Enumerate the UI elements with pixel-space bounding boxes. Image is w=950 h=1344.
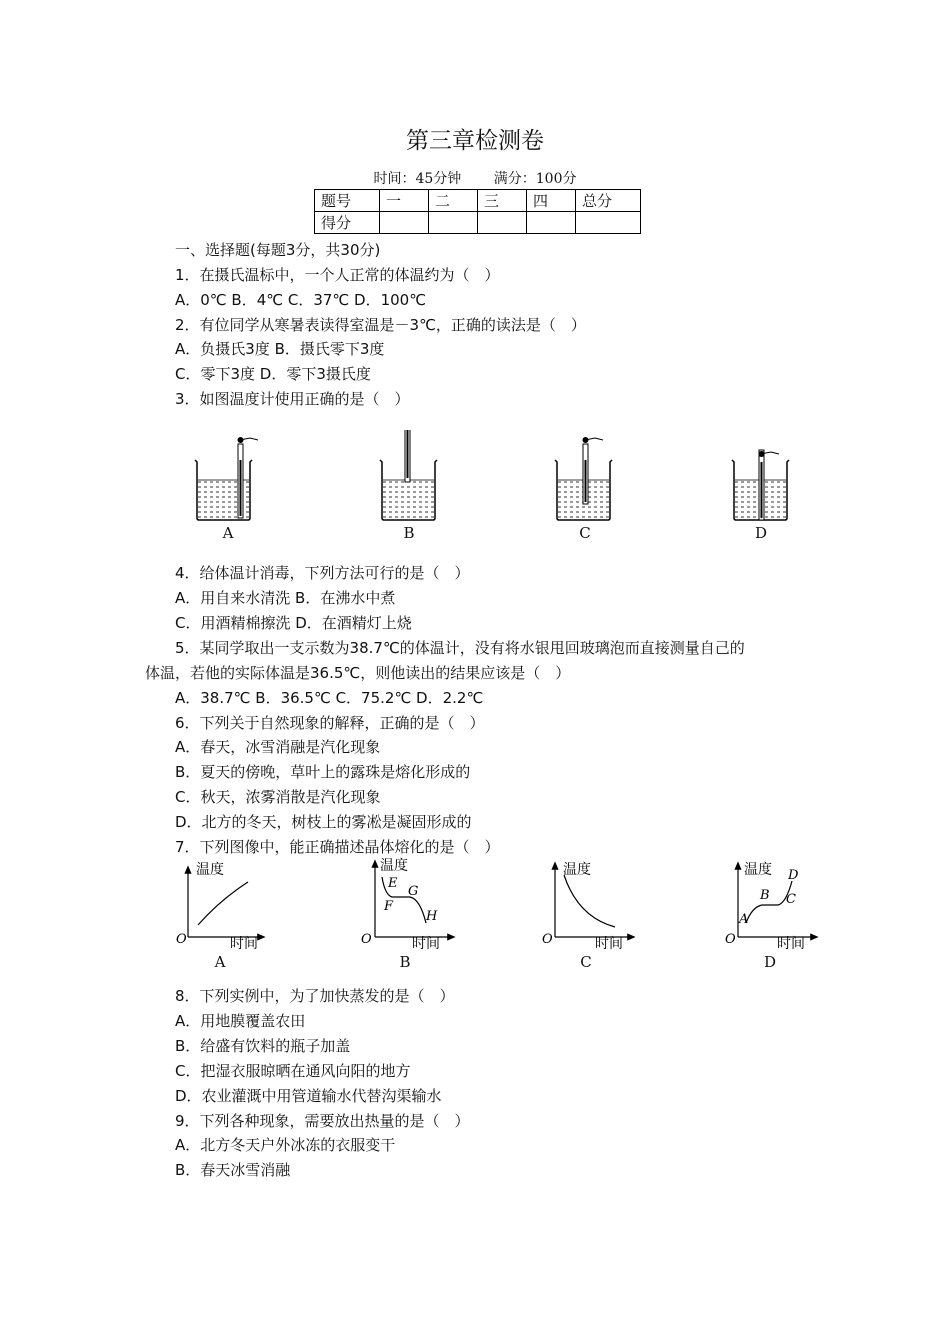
graph-b xyxy=(361,857,452,952)
q4-options-1: A．用自来水清洗 B．在沸水中煮 xyxy=(175,589,396,607)
section-heading: 一、选择题(每题3分，共30分) xyxy=(175,241,381,259)
score-header-cell: 总分 xyxy=(576,190,641,212)
q6-option-c: C．秋天，浓雾消散是汽化现象 xyxy=(175,788,381,806)
q6-option-a: A．春天，冰雪消融是汽化现象 xyxy=(175,738,381,756)
graph-c-xlabel: 时间 xyxy=(595,936,623,952)
graph-b-origin: O xyxy=(361,932,372,947)
q4-stem: 4．给体温计消毒，下列方法可行的是（ ） xyxy=(175,564,470,582)
q7-label-a: A xyxy=(214,953,226,971)
score-table xyxy=(314,189,641,234)
q5-options: A．38.7℃ B．36.5℃ C．75.2℃ D．2.2℃ xyxy=(175,689,484,707)
q8-option-a: A．用地膜覆盖农田 xyxy=(175,1012,306,1030)
graph-b-point-f: F xyxy=(384,899,394,914)
graph-d-point-b: B xyxy=(760,888,770,903)
q3-stem: 3．如图温度计使用正确的是（ ） xyxy=(175,390,410,408)
graph-b-point-g: G xyxy=(408,884,419,899)
graph-d-point-d: D xyxy=(788,868,799,883)
q5-stem-2: 体温，若他的实际体温是36.5℃，则他读出的结果应该是（ ） xyxy=(145,664,571,682)
graph-d-xlabel: 时间 xyxy=(777,936,805,952)
q8-option-c: C．把湿衣服晾晒在通风向阳的地方 xyxy=(175,1062,411,1080)
score-header-cell: 三 xyxy=(478,190,527,212)
q3-label-b: B xyxy=(403,524,415,542)
q7-label-d: D xyxy=(763,953,777,971)
q7-stem: 7．下列图像中，能正确描述晶体熔化的是（ ） xyxy=(175,838,500,856)
score-cell[interactable] xyxy=(380,212,429,234)
score-header-cell: 四 xyxy=(527,190,576,212)
full-score: 满分：100分 xyxy=(493,171,577,187)
q8-stem: 8．下列实例中，为了加快蒸发的是（ ） xyxy=(175,987,455,1005)
score-table-header xyxy=(315,190,641,212)
graph-c-ylabel: 温度 xyxy=(563,862,591,878)
q9-stem: 9．下列各种现象，需要放出热量的是（ ） xyxy=(175,1112,470,1130)
q7-label-b: B xyxy=(399,953,411,971)
q9-option-a: A．北方冬天户外冰冻的衣服变干 xyxy=(175,1136,396,1154)
graph-b-point-h: H xyxy=(426,909,438,924)
q8-option-d: D．农业灌溉中用管道输水代替沟渠输水 xyxy=(175,1087,442,1105)
graph-d-origin: O xyxy=(725,932,736,947)
time-limit: 时间：45分钟 xyxy=(373,171,462,187)
q1-options: A．0℃ B．4℃ C．37℃ D．100℃ xyxy=(175,291,427,309)
q2-options-1: A．负摄氏3度 B．摄氏零下3度 xyxy=(175,340,385,358)
graph-c xyxy=(542,861,632,952)
score-cell[interactable] xyxy=(429,212,478,234)
graph-d xyxy=(725,861,815,952)
graph-a-xlabel: 时间 xyxy=(230,936,258,952)
graph-c-origin: O xyxy=(542,932,553,947)
graph-b-point-e: E xyxy=(388,876,398,891)
graph-d-point-c: C xyxy=(786,892,796,907)
q3-label-c: C xyxy=(579,524,591,542)
q9-option-b: B．春天冰雪消融 xyxy=(175,1161,291,1179)
score-header-cell: 一 xyxy=(380,190,429,212)
graph-d-point-a: A xyxy=(739,912,749,927)
q6-option-b: B．夏天的傍晚，草叶上的露珠是熔化形成的 xyxy=(175,763,471,781)
score-row-label: 得分 xyxy=(315,212,380,234)
graph-a-origin: O xyxy=(176,932,187,947)
score-header-cell: 二 xyxy=(429,190,478,212)
graph-b-ylabel: 温度 xyxy=(380,858,408,874)
page-title: 第三章检测卷 xyxy=(406,128,544,154)
q4-options-2: C．用酒精棉擦洗 D．在酒精灯上烧 xyxy=(175,614,412,632)
graph-b-xlabel: 时间 xyxy=(412,936,440,952)
q3-figure xyxy=(180,430,820,530)
score-header-cell: 题号 xyxy=(315,190,380,212)
score-cell[interactable] xyxy=(478,212,527,234)
graph-a-ylabel: 温度 xyxy=(196,862,224,878)
beaker-c-icon xyxy=(555,437,612,520)
q7-figure xyxy=(170,855,820,955)
q1-stem: 1．在摄氏温标中，一个人正常的体温约为（ ） xyxy=(175,266,500,284)
q2-stem: 2．有位同学从寒暑表读得室温是－3℃，正确的读法是（ ） xyxy=(175,316,586,334)
beaker-d-icon xyxy=(732,450,789,520)
q2-options-2: C．零下3度 D．零下3摄氏度 xyxy=(175,365,371,383)
q6-option-d: D．北方的冬天，树枝上的雾凇是凝固形成的 xyxy=(175,813,472,831)
q7-label-c: C xyxy=(580,953,592,971)
score-table-row xyxy=(315,212,641,234)
exam-meta xyxy=(0,168,950,188)
q5-stem-1: 5．某同学取出一支示数为38.7℃的体温计，没有将水银甩回玻璃泡而直接测量自己的 xyxy=(175,639,745,657)
beaker-a-icon xyxy=(195,437,258,520)
graph-a xyxy=(176,861,262,952)
score-cell[interactable] xyxy=(576,212,641,234)
q3-label-d: D xyxy=(754,524,768,542)
q8-option-b: B．给盛有饮料的瓶子加盖 xyxy=(175,1037,351,1055)
graph-d-ylabel: 温度 xyxy=(744,862,772,878)
q6-stem: 6．下列关于自然现象的解释，正确的是（ ） xyxy=(175,714,485,732)
beaker-b-icon xyxy=(380,430,437,520)
q3-label-a: A xyxy=(222,524,234,542)
score-cell[interactable] xyxy=(527,212,576,234)
